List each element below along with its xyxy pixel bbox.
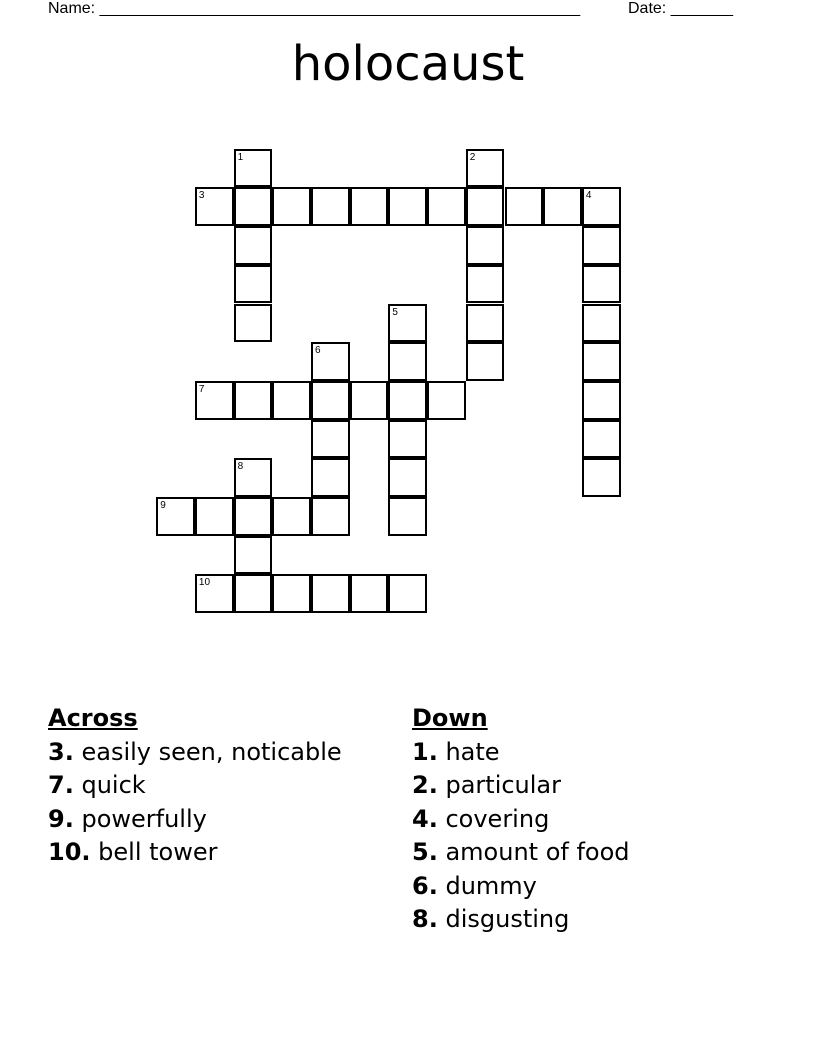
clue-text: easily seen, noticable [81, 737, 342, 766]
grid-cell[interactable] [272, 497, 311, 536]
grid-cell[interactable] [311, 187, 350, 226]
grid-cell[interactable] [427, 187, 466, 226]
down-heading: Down [412, 704, 488, 732]
down-clue [412, 769, 630, 803]
grid-cell[interactable] [505, 187, 544, 226]
across-clue [48, 736, 342, 770]
clue-number: 7. [48, 771, 74, 799]
grid-cell[interactable] [234, 574, 273, 613]
grid-cell[interactable] [582, 342, 621, 381]
clue-number: 9. [48, 804, 74, 833]
clue-number: 5. [412, 838, 438, 866]
grid-cell[interactable] [388, 342, 427, 381]
grid-cell[interactable] [582, 420, 621, 459]
clue-number-label: 9 [160, 500, 166, 511]
grid-cell[interactable] [156, 497, 195, 536]
grid-cell[interactable] [234, 536, 273, 575]
clue-number-label: 2 [469, 151, 476, 163]
grid-cell[interactable] [582, 304, 621, 343]
grid-cell[interactable] [388, 497, 427, 536]
grid-cell[interactable] [311, 497, 350, 536]
grid-cell[interactable] [234, 381, 273, 420]
grid-cell[interactable] [388, 420, 427, 459]
grid-cell[interactable] [272, 574, 311, 613]
grid-cell[interactable] [234, 265, 273, 304]
grid-cell[interactable] [350, 381, 389, 420]
clue-number: 10. [48, 838, 91, 866]
clue-text: amount of food [445, 838, 630, 866]
grid-cell[interactable] [466, 342, 505, 381]
clue-number: 1. [412, 737, 438, 766]
grid-cell[interactable] [388, 574, 427, 613]
across-clues [48, 702, 342, 870]
grid-cell[interactable] [466, 149, 505, 188]
grid-cell[interactable] [234, 226, 273, 265]
across-clue [48, 836, 342, 870]
grid-cell[interactable] [466, 265, 505, 304]
clue-text: quick [81, 771, 146, 799]
grid-cell[interactable] [350, 574, 389, 613]
down-clue [412, 803, 630, 837]
clue-number: 4. [412, 804, 438, 833]
grid-cell[interactable] [350, 187, 389, 226]
grid-cell[interactable] [388, 381, 427, 420]
date-field-label: Date: _______ [628, 0, 733, 17]
grid-cell[interactable] [311, 342, 350, 381]
clue-text: disgusting [445, 905, 570, 933]
clue-text: covering [445, 804, 550, 833]
clue-number-label: 7 [198, 383, 205, 395]
across-heading: Across [48, 704, 138, 732]
grid-cell[interactable] [582, 265, 621, 304]
grid-cell[interactable] [388, 304, 427, 343]
grid-cell[interactable] [234, 458, 273, 497]
down-clue [412, 870, 630, 904]
clue-text: particular [445, 771, 562, 799]
grid-cell[interactable] [466, 187, 505, 226]
page-title: holocaust [291, 36, 525, 92]
grid-cell[interactable] [195, 497, 234, 536]
grid-cell[interactable] [311, 381, 350, 420]
grid-cell[interactable] [272, 187, 311, 226]
clue-number-label: 10 [198, 577, 211, 589]
grid-cell[interactable] [427, 381, 466, 420]
down-clues [412, 702, 630, 937]
grid-cell[interactable] [311, 458, 350, 497]
grid-cell[interactable] [543, 187, 582, 226]
grid-cell[interactable] [234, 304, 273, 343]
grid-cell[interactable] [466, 226, 505, 265]
grid-cell[interactable] [311, 574, 350, 613]
clue-text: bell tower [98, 838, 218, 866]
clue-number: 3. [48, 737, 74, 766]
clue-text: hate [445, 737, 500, 766]
grid-cell[interactable] [195, 574, 234, 613]
grid-cell[interactable] [272, 381, 311, 420]
clue-number: 8. [412, 905, 438, 933]
grid-cell[interactable] [388, 458, 427, 497]
clue-number-label: 5 [392, 306, 398, 318]
grid-cell[interactable] [234, 149, 273, 188]
clue-number-label: 1 [237, 151, 244, 163]
clue-number-label: 3 [198, 190, 205, 202]
down-clue [412, 836, 630, 870]
across-clue [48, 769, 342, 803]
clue-number: 2. [412, 771, 438, 799]
grid-cell[interactable] [582, 381, 621, 420]
header [0, 0, 816, 20]
grid-cell[interactable] [582, 187, 621, 226]
grid-cell[interactable] [466, 304, 505, 343]
clue-number-label: 4 [585, 190, 592, 202]
name-field-label: Name: ______________________________________________________ [48, 0, 581, 17]
down-clue [412, 903, 630, 937]
grid-cell[interactable] [195, 381, 234, 420]
grid-cell[interactable] [311, 420, 350, 459]
clue-number-label: 8 [237, 461, 244, 473]
across-clue [48, 803, 342, 837]
clue-number: 6. [412, 871, 438, 900]
grid-cell[interactable] [234, 497, 273, 536]
down-clue [412, 736, 630, 770]
grid-cell[interactable] [582, 458, 621, 497]
clue-text: powerfully [81, 804, 207, 833]
clue-number-label: 6 [315, 345, 321, 357]
grid-cell[interactable] [195, 187, 234, 226]
clue-text: dummy [445, 871, 537, 900]
grid-cell[interactable] [582, 226, 621, 265]
grid-cell[interactable] [234, 187, 273, 226]
grid-cell[interactable] [388, 187, 427, 226]
